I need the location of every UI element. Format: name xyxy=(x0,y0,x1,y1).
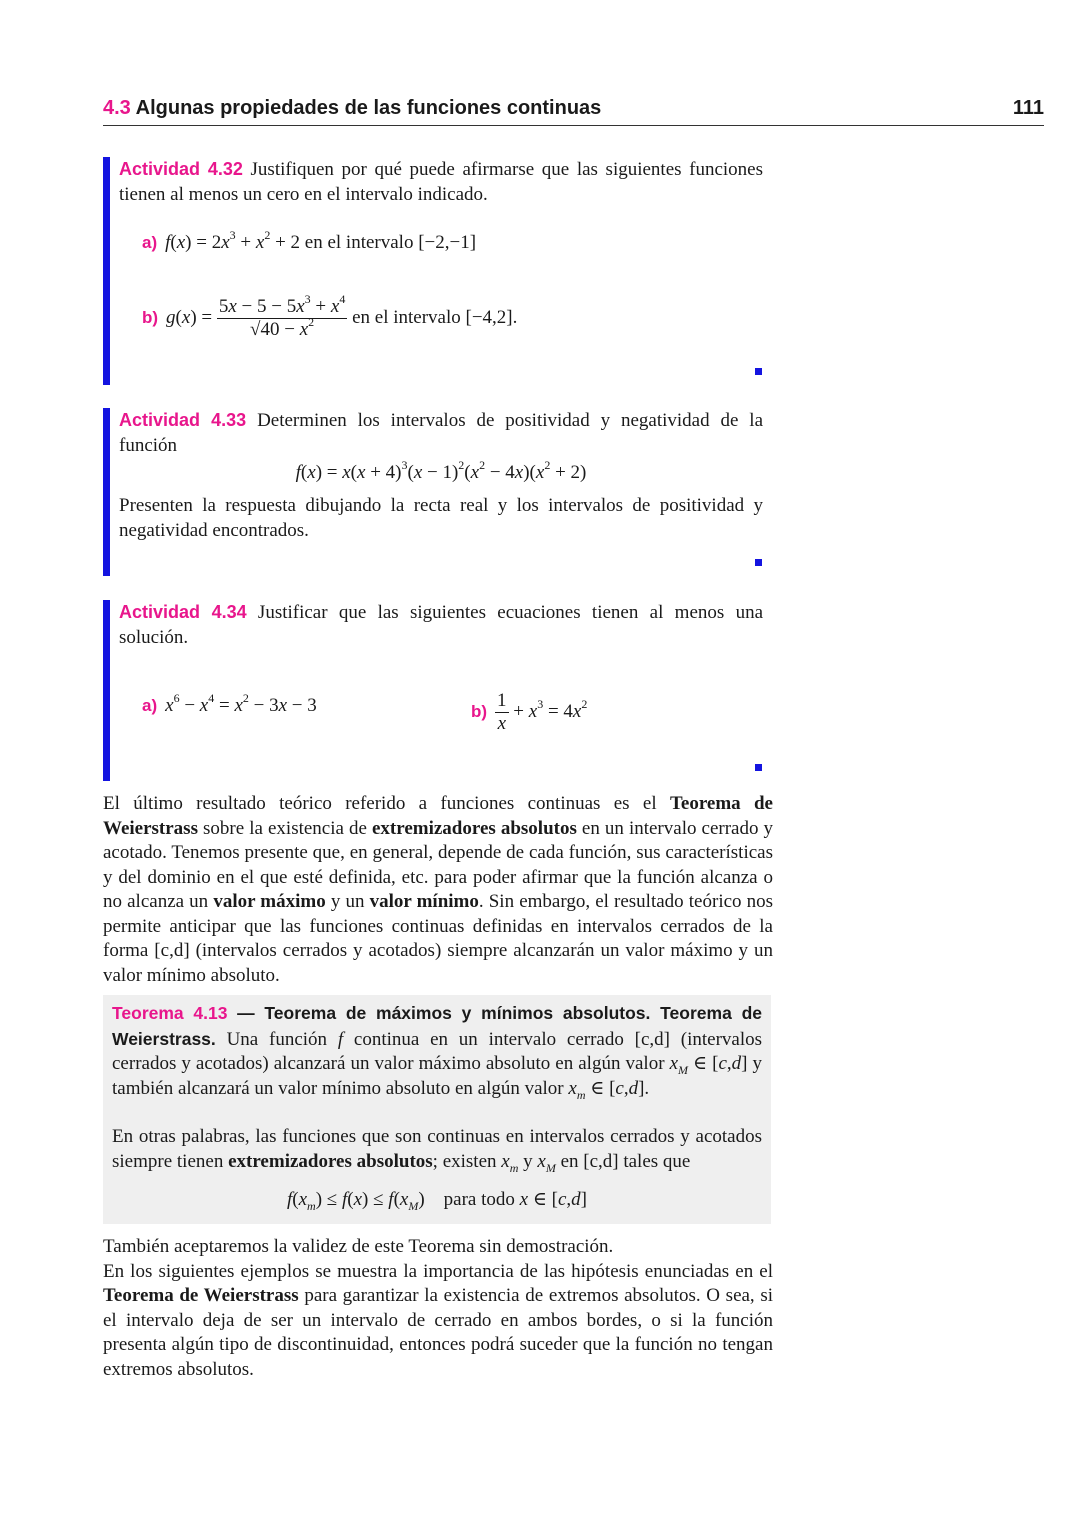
text-run: En otras palabras, las funciones que son continuas en intervalos cerrados y acotados siempre tienen xyxy=(112,1126,762,1172)
activity-4-33 xyxy=(103,408,773,576)
item-tag: a) xyxy=(142,233,158,252)
theorem-label: Teorema 4.13 xyxy=(112,1003,228,1023)
activity-instructions: Presenten la respuesta dibujando la recta real y los intervalos de positividad y negatividad encontrados. xyxy=(119,495,763,541)
bold-term: extremizadores absolutos xyxy=(228,1150,433,1172)
text-run: para todo xyxy=(443,1189,515,1210)
end-of-activity-marker xyxy=(755,368,762,375)
text-run: ; existen xyxy=(432,1150,497,1172)
theorem-box xyxy=(103,995,771,1224)
activity-text xyxy=(119,408,763,543)
section-heading xyxy=(103,97,601,120)
theorem-formula: $f(x_m) \le f(x) \le f(x_M)$ para todo x ∈ [c,d] xyxy=(286,1189,587,1213)
text-run: En los siguientes ejemplos se muestra la importancia de las hipótesis enunciadas en el xyxy=(103,1260,773,1282)
bold-term: Teorema de Weierstrass xyxy=(103,1285,299,1306)
text-run: en [c,d] tales que xyxy=(560,1150,691,1172)
item-tag: b) xyxy=(142,307,159,327)
page-number: 111 xyxy=(1012,97,1044,119)
activity-4-34 xyxy=(103,600,773,781)
end-of-activity-marker xyxy=(755,764,762,771)
body-paragraph xyxy=(103,792,773,988)
item-interval: en el intervalo [−4,2]. xyxy=(352,306,518,328)
bold-term: valor mínimo xyxy=(369,891,479,912)
bold-term: valor máximo xyxy=(213,891,326,912)
activity-text xyxy=(119,600,763,650)
activity-statement: Determinen los intervalos de positividad y negatividad de la función xyxy=(119,410,763,456)
activity-label: Actividad 4.32 xyxy=(119,159,243,179)
text-run: Una función xyxy=(226,1028,328,1050)
item-tag: a) xyxy=(142,696,158,715)
end-of-activity-marker xyxy=(755,559,762,566)
activity-bar xyxy=(103,408,110,576)
fraction: $\frac{1}{x}$ xyxy=(497,690,507,734)
text-run: para garantizar la existencia de extremos absolutos. O sea, si el intervalo deja de ser un intervalo de cerrado en ambos bordes, o si la función presenta algún tipo de discontinuidad, entonces podrá suceder que la función no tengan extremos absolutos. xyxy=(103,1285,774,1380)
text-line: También aceptaremos la validez de este Teorema sin demostración. xyxy=(103,1236,614,1257)
bold-term: extremizadores absolutos xyxy=(371,817,577,839)
page-header xyxy=(103,97,1044,126)
section-title: Algunas propiedades de las funciones continuas xyxy=(135,97,602,119)
text-run: El último resultado teórico referido a funciones continuas es el xyxy=(103,793,657,814)
bold-term: Teorema de Weierstrass xyxy=(103,793,773,839)
text-run: en un intervalo cerrado y acotado. Tenemos presente que, en general, depende de cada función, sus características y del dominio en el que esté definida, etc. para poder afirmar que la función alcanza o no alcanza un xyxy=(103,817,774,912)
item-interval: en el intervalo [−2,−1] xyxy=(304,232,477,253)
activity-label: Actividad 4.34 xyxy=(119,602,247,622)
activity-4-34-item-b: b) $\frac{1}{x}$ + $x^3 = 4x^2$ xyxy=(471,690,588,734)
theorem-content: Teorema 4.13 — Teorema de máximos y mínimos absolutos. Teorema de Weierstrass. Una función f continua en un intervalo cerrado [c,d] (intervalos cerrados y acotados) alcanzará un valor máximo absoluto en algún valor $x_M$ ∈ [c,d] y también alcanzará un valor mínimo absoluto en algún valor $x_m$ ∈ [c,d]. En otras palabras, las funciones que son continuas en intervalos cerrados y acotados siempre tienen extremizadores absolutos; existen $x_m$ y $x_M$ en [c,d] tales que $f(x_m) \le f(x) \le f(x_M)$ para todo x ∈ [c,d] xyxy=(112,1003,762,1213)
activity-4-32-item-b: b) g(x) = $\frac{5x - 5 - 5x^3 + x^4}{√40 - x^2}$ en el intervalo [−4,2]. xyxy=(142,292,518,340)
activity-bar xyxy=(103,600,110,781)
text-run: continua en un intervalo cerrado [c,d] (intervalos cerrados y acotados) alcanzará un valor máximo absoluto en algún valor xyxy=(112,1028,762,1074)
text-run: y un xyxy=(330,891,365,912)
activity-text xyxy=(119,157,763,207)
text-run: y también alcanzará un valor mínimo absoluto en algún valor xyxy=(112,1053,762,1099)
formula: $f(x) = x(x + 4)^3(x - 1)^2(x^2 - 4x)(x^2 + 2)$ xyxy=(295,458,587,483)
activity-statement: Justificar que las siguientes ecuaciones tienen al menos una solución. xyxy=(119,602,763,648)
activity-label: Actividad 4.33 xyxy=(119,410,247,430)
item-tag: b) xyxy=(471,701,488,721)
activity-4-32-item-a: a) $f(x) = 2x^3 + x^2 + 2$ en el intervalo [−2,−1] xyxy=(142,228,477,253)
activity-bar xyxy=(103,157,110,385)
text-run: sobre la existencia de xyxy=(203,817,367,839)
theorem-title: — Teorema de máximos y mínimos absolutos. Teorema de Weierstrass. xyxy=(112,1003,762,1049)
text-run: . Sin embargo, el resultado teórico nos permite anticipar que las funciones continuas definidas en intervalos cerrados de la forma [c,d] (intervalos cerrados y acotados) siempre alcanzarán un valor máximo y un valor mínimo absoluto. xyxy=(103,891,774,986)
activity-4-34-item-a: a) $x^6 - x^4 = x^2 - 3x - 3$ xyxy=(142,691,317,716)
activity-4-32 xyxy=(103,157,773,385)
section-number: 4.3 xyxy=(103,97,131,119)
closing-paragraph xyxy=(103,1235,773,1382)
activity-statement: Justifiquen por qué puede afirmarse que las siguientes funciones tienen al menos un cero en el intervalo indicado. xyxy=(119,159,764,205)
fraction: $\frac{5x - 5 - 5x^3 + x^4}{√40 - x^2}$ xyxy=(218,292,346,340)
